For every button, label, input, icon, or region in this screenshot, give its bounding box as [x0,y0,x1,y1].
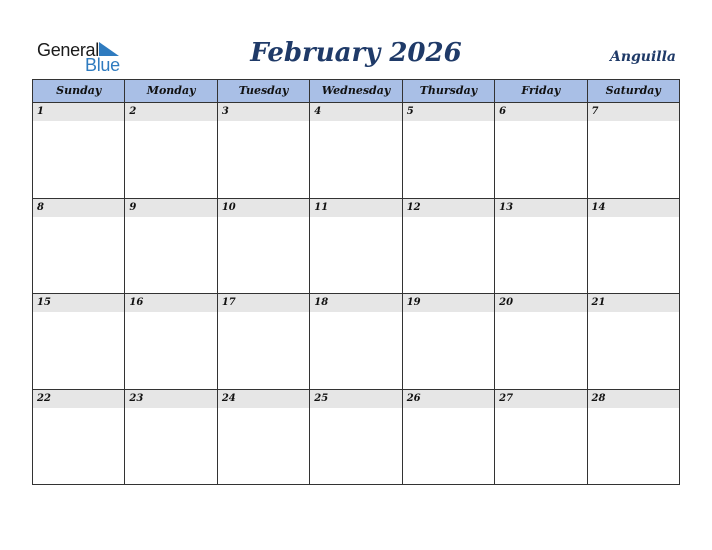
day-number: 9 [125,199,216,217]
day-cell[interactable] [33,103,125,198]
day-cell[interactable] [310,294,402,389]
day-cell[interactable] [125,103,217,198]
weekday-tuesday: Tuesday [218,80,310,102]
day-number: 25 [310,390,401,408]
day-cell[interactable] [588,103,679,198]
day-cell[interactable] [403,199,495,294]
day-cell[interactable] [588,390,679,486]
country-label: Anguilla [609,49,676,65]
day-number: 3 [218,103,309,121]
day-number: 16 [125,294,216,312]
day-cell[interactable] [310,199,402,294]
day-number: 15 [33,294,124,312]
page-title: February 2026 [250,38,462,68]
day-number: 8 [33,199,124,217]
day-cell[interactable] [495,199,587,294]
day-number: 28 [588,390,679,408]
day-number: 2 [125,103,216,121]
weekday-thursday: Thursday [403,80,495,102]
day-number: 11 [310,199,401,217]
day-cell[interactable] [588,294,679,389]
day-number: 17 [218,294,309,312]
day-cell[interactable] [495,294,587,389]
day-cell[interactable] [125,199,217,294]
week-row-1 [33,103,679,199]
logo-text-general: General [37,40,99,60]
day-number: 4 [310,103,401,121]
day-number: 6 [495,103,586,121]
week-row-3 [33,294,679,390]
day-number: 23 [125,390,216,408]
day-cell[interactable] [218,390,310,486]
week-row-2 [33,199,679,295]
day-cell[interactable] [33,390,125,486]
day-cell[interactable] [403,294,495,389]
day-number: 10 [218,199,309,217]
day-cell[interactable] [125,294,217,389]
day-number: 19 [403,294,494,312]
weekday-monday: Monday [125,80,217,102]
day-cell[interactable] [403,390,495,486]
day-cell[interactable] [495,390,587,486]
day-cell[interactable] [403,103,495,198]
calendar-grid [32,79,680,485]
day-number: 24 [218,390,309,408]
day-number: 1 [33,103,124,121]
weekday-friday: Friday [495,80,587,102]
day-number: 18 [310,294,401,312]
day-cell[interactable] [310,103,402,198]
day-number: 5 [403,103,494,121]
day-number: 20 [495,294,586,312]
day-cell[interactable] [125,390,217,486]
weekday-wednesday: Wednesday [310,80,402,102]
day-cell[interactable] [33,199,125,294]
day-number: 13 [495,199,586,217]
logo-text-blue: Blue [85,55,120,75]
day-number: 7 [588,103,679,121]
weekday-saturday: Saturday [605,84,661,97]
day-cell[interactable] [218,199,310,294]
day-cell[interactable] [588,199,679,294]
day-cell[interactable] [310,390,402,486]
day-number: 21 [588,294,679,312]
day-number: 14 [588,199,679,217]
day-cell[interactable] [218,103,310,198]
day-cell[interactable] [218,294,310,389]
weekday-header-row [33,80,679,103]
day-number: 12 [403,199,494,217]
day-cell[interactable] [495,103,587,198]
day-number: 26 [403,390,494,408]
day-number: 22 [33,390,124,408]
weekday-sunday: Sunday [33,80,125,102]
day-cell[interactable] [33,294,125,389]
day-number: 27 [495,390,586,408]
week-row-4 [33,390,679,486]
